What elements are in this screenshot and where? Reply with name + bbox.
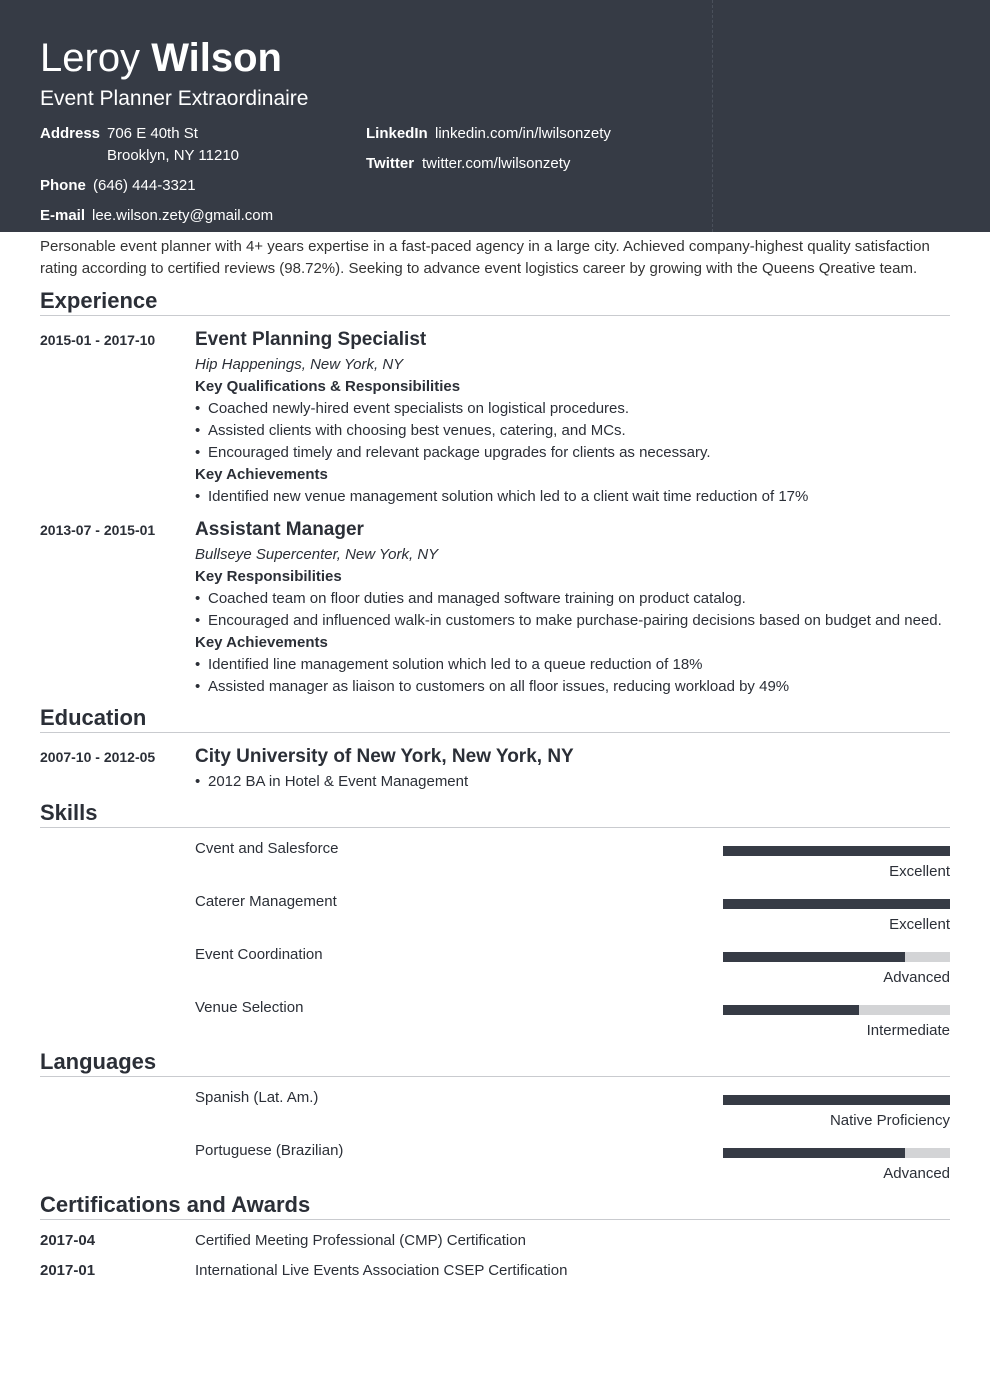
skill-level-fill: [723, 899, 950, 909]
last-name: Wilson: [151, 36, 282, 80]
cert-name: International Live Events Association CSEP Certification: [195, 1262, 568, 1279]
list-item-text: 2012 BA in Hotel & Event Management: [208, 773, 469, 790]
address-label: Address: [40, 125, 101, 142]
skill-level-label: Excellent: [889, 863, 950, 880]
job-role: Event Planner Extraordinaire: [40, 87, 309, 110]
phone-value: (646) 444-3321: [93, 177, 196, 194]
experience-rule: [40, 315, 950, 316]
language-name: Portuguese (Brazilian): [195, 1142, 344, 1159]
twitter-value[interactable]: twitter.com/lwilsonzety: [422, 155, 571, 172]
skill-level-label: Intermediate: [866, 1022, 950, 1039]
education-heading: Education: [40, 705, 147, 730]
language-level-fill: [723, 1095, 950, 1105]
candidate-name: [40, 34, 282, 82]
twitter-label: Twitter: [366, 155, 415, 172]
list-item-text: Assisted manager as liaison to customers on all floor issues, reducing workload by 49%: [208, 678, 790, 695]
skills-rule: [40, 827, 950, 828]
skill-level-label: Advanced: [883, 969, 950, 986]
language-name: Spanish (Lat. Am.): [195, 1089, 319, 1106]
job-title: Assistant Manager: [195, 519, 364, 540]
education-rule: [40, 732, 950, 733]
list-item: • 2012 BA in Hotel & Event Management: [195, 773, 469, 790]
skill-level-fill: [723, 1005, 859, 1015]
language-level-label: Native Proficiency: [829, 1112, 950, 1129]
list-item: • Encouraged and influenced walk-in customers to make purchase-pairing decisions based on budget and need.: [195, 612, 942, 629]
list-item: • Identified new venue management solution which led to a client wait time reduction of 17%: [195, 488, 809, 505]
skill-name: Venue Selection: [195, 999, 304, 1016]
school-name: City University of New York, New York, NY: [195, 746, 574, 767]
experience-heading: Experience: [40, 288, 158, 313]
language-level-bar: [723, 1095, 950, 1105]
job-dates: 2013-07 - 2015-01: [40, 522, 156, 538]
email-value[interactable]: lee.wilson.zety@gmail.com: [92, 207, 274, 224]
achievements-heading: Key Achievements: [195, 466, 328, 483]
skill-level-bar: [723, 899, 950, 909]
list-item-text: Coached team on floor duties and managed software training on product catalog.: [208, 590, 746, 607]
list-item: • Coached newly-hired event specialists on logistical procedures.: [195, 400, 630, 417]
skill-level-label: Excellent: [889, 916, 950, 933]
achievements-heading: Key Achievements: [195, 634, 328, 651]
list-item-text: Encouraged and influenced walk-in customers to make purchase-pairing decisions based on budget and need.: [208, 612, 942, 629]
responsibilities-heading: Key Responsibilities: [195, 568, 342, 585]
list-item-text: Identified new venue management solution which led to a client wait time reduction of 17%: [208, 488, 809, 505]
list-item: • Assisted clients with choosing best venues, catering, and MCs.: [195, 422, 626, 439]
linkedin-value[interactable]: linkedin.com/in/lwilsonzety: [435, 125, 611, 142]
job-dates: 2015-01 - 2017-10: [40, 332, 156, 348]
certifications-heading: Certifications and Awards: [40, 1192, 311, 1217]
skill-level-fill: [723, 846, 950, 856]
list-item: • Coached team on floor duties and managed software training on product catalog.: [195, 590, 746, 607]
phone-label: Phone: [40, 177, 86, 194]
cert-name: Certified Meeting Professional (CMP) Certification: [195, 1232, 526, 1249]
job-company: Bullseye Supercenter, New York, NY: [195, 546, 439, 563]
language-level-fill: [723, 1148, 905, 1158]
list-item: • Assisted manager as liaison to customers on all floor issues, reducing workload by 49%: [195, 678, 790, 695]
skill-level-bar: [723, 1005, 950, 1015]
skill-level-bar: [723, 952, 950, 962]
summary-text: Personable event planner with 4+ years expertise in a fast-paced agency in a large city. Achieved company-highest quality satisfaction rating according to certified reviews (98.72%). Seeking to advance event logistics career by growing with the Queens Qreative team.: [40, 238, 930, 277]
list-item-text: Coached newly-hired event specialists on logistical procedures.: [208, 400, 630, 417]
cert-date: 2017-01: [40, 1262, 96, 1279]
language-level-bar: [723, 1148, 950, 1158]
list-item-text: Encouraged timely and relevant package upgrades for clients as necessary.: [208, 444, 711, 461]
education-dates: 2007-10 - 2012-05: [40, 749, 156, 765]
list-item: • Identified line management solution which led to a queue reduction of 18%: [195, 656, 703, 673]
responsibilities-heading: Key Qualifications & Responsibilities: [195, 378, 461, 395]
languages-rule: [40, 1076, 950, 1077]
first-name: Leroy: [40, 36, 141, 80]
linkedin-label: LinkedIn: [366, 125, 428, 142]
cert-date: 2017-04: [40, 1232, 96, 1249]
skill-name: Event Coordination: [195, 946, 323, 963]
language-level-label: Advanced: [883, 1165, 950, 1182]
skill-name: Caterer Management: [195, 893, 337, 910]
job-company: Hip Happenings, New York, NY: [195, 356, 404, 373]
header-divider: [712, 0, 713, 232]
list-item-text: Identified line management solution which led to a queue reduction of 18%: [208, 656, 703, 673]
skill-name: Cvent and Salesforce: [195, 840, 339, 857]
address-line2: Brooklyn, NY 11210: [107, 147, 240, 164]
email-label: E-mail: [40, 207, 86, 224]
skills-heading: Skills: [40, 800, 98, 825]
list-item: • Encouraged timely and relevant package upgrades for clients as necessary.: [195, 444, 711, 461]
address-line1: 706 E 40th St: [107, 125, 198, 142]
list-item-text: Assisted clients with choosing best venues, catering, and MCs.: [208, 422, 626, 439]
skill-level-bar: [723, 846, 950, 856]
job-title: Event Planning Specialist: [195, 329, 427, 350]
languages-heading: Languages: [40, 1049, 157, 1074]
certifications-rule: [40, 1219, 950, 1220]
skill-level-fill: [723, 952, 905, 962]
resume-header: [0, 0, 990, 232]
